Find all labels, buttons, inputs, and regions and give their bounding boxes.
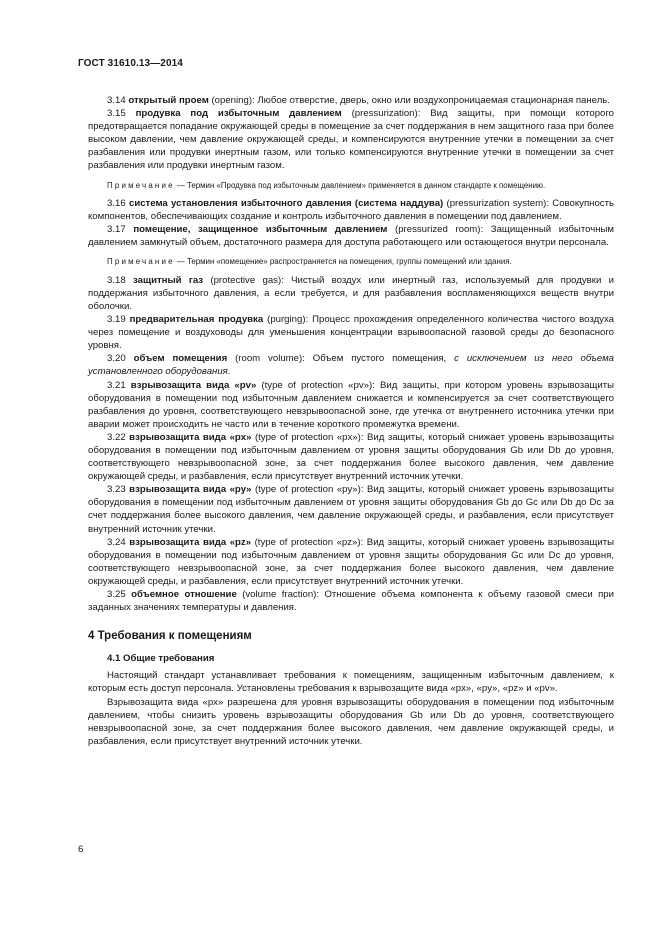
def-text: Вид защиты, при котором уровень взрывозащиты оборудования в помещении под избыточным давлением снижается и компенсируется за счет соответствующего разбавления до уровня, соответствующего невзрывоопасной зоне, где утечка от внутреннего источника утечки при аварии может происходить не часто или в течение короткого промежутка времени. bbox=[88, 379, 615, 430]
def-term: взрывозащита вида «pv» bbox=[130, 379, 257, 391]
definition-3-17 bbox=[88, 223, 614, 249]
standard-header: ГОСТ 31610.13—2014 bbox=[78, 58, 183, 69]
def-english: (type of protection «pz»): bbox=[254, 536, 364, 548]
def-number: 3.23 bbox=[107, 484, 126, 496]
section-4-1-paragraph-1: Настоящий стандарт устанавливает требования к помещениям, защищенным избыточным давлением, к которым есть доступ персонала. Установлены требования к взрывозащите вида «px», «py», «pz» и «pv». bbox=[88, 670, 614, 695]
section-4-1-title: 4.1 Общие требования bbox=[107, 653, 215, 665]
definition-3-16 bbox=[88, 197, 614, 223]
def-english: (pressurization): bbox=[351, 108, 421, 120]
def-term: объем помещения bbox=[133, 353, 228, 365]
def-term: взрывозащита вида «pz» bbox=[129, 536, 252, 548]
def-english: (type of protection «px»): bbox=[254, 431, 364, 443]
def-end: . bbox=[227, 366, 231, 378]
def-text: Процесс прохождения определенного количества чистого воздуха через помещение и воздуховоды для уменьшения концентрации взрывоопасной газовой среды до безопасного уровня. bbox=[88, 314, 614, 352]
def-number: 3.16 bbox=[107, 197, 126, 209]
def-english: (room volume): bbox=[235, 353, 305, 365]
def-number: 3.18 bbox=[107, 274, 126, 286]
definition-3-25 bbox=[88, 588, 614, 614]
definition-3-22 bbox=[88, 431, 614, 483]
def-text: Чистый воздух или инертный газ, используемый для продувки и поддержания избыточного давления, а если требуется, и для разбавления воспламеняющихся веществ внутри оболочки. bbox=[88, 274, 614, 312]
def-number: 3.19 bbox=[107, 314, 126, 326]
definition-3-18 bbox=[88, 274, 614, 313]
document-body bbox=[88, 94, 614, 748]
def-text: Любое отверстие, дверь, окно или воздухопроницаемая стационарная панель. bbox=[257, 95, 610, 106]
def-text: Защищенный избыточным давлением замкнутый объем, достаточного размера для доступа работающего или остающегося внутри персонала. bbox=[88, 224, 615, 249]
definition-3-21 bbox=[88, 379, 614, 431]
def-english: (pressurization system): bbox=[446, 197, 549, 209]
def-text: Вид защиты, который снижает уровень взрывозащиты оборудования в помещении под избыточным давлением от уровня защиты оборудования Gb или Db до уровня, соответствующего невзрывоопасной зоне, за счет поддержания более высокого давления, чем давление окружающей среды, и разбавления, если присутствует внутренний источник утечки. bbox=[88, 431, 615, 483]
def-text: Объем пустого помещения, bbox=[312, 353, 447, 365]
def-number: 3.15 bbox=[107, 108, 126, 120]
definition-3-14 bbox=[88, 94, 614, 107]
section-4-title: 4 Требования к помещениям bbox=[88, 630, 252, 643]
note-text: — Термин «помещение» распространяется на помещения, группы помещений или здания. bbox=[176, 257, 512, 267]
def-english: (protective gas): bbox=[210, 274, 284, 286]
def-term: предварительная продувка bbox=[129, 314, 264, 326]
definition-3-19 bbox=[88, 313, 614, 352]
def-english: (volume fraction): bbox=[242, 589, 320, 600]
def-term: система установления избыточного давления (система наддува) bbox=[128, 197, 444, 209]
definition-3-15 bbox=[88, 107, 614, 172]
def-term: взрывозащита вида «px» bbox=[129, 431, 252, 443]
def-english: (pressurized room): bbox=[395, 224, 484, 236]
definition-3-23 bbox=[88, 483, 614, 535]
def-number: 3.25 bbox=[107, 589, 126, 600]
def-text: Вид защиты, который снижает уровень взрывозащиты оборудования в помещении под избыточным давлением от уровня защиты оборудования Gc или Dc до уровня, соответствующего невзрывоопасной зоне, за счет поддержания более высокого давления, чем давление окружающей среды, и разбавления, если присутствует внутренний источник утечки. bbox=[88, 536, 615, 587]
def-text: Отношение объема компонента к объему газовой смеси при заданных значениях температуры и давления. bbox=[88, 589, 614, 614]
note-label: Примечание bbox=[107, 180, 175, 190]
def-term: открытый проем bbox=[128, 95, 209, 106]
def-term: помещение, защищенное избыточным давлением bbox=[133, 224, 388, 236]
definition-3-24 bbox=[88, 536, 614, 588]
def-number: 3.24 bbox=[107, 536, 126, 548]
def-number: 3.21 bbox=[107, 379, 126, 391]
section-4-1-paragraph-2: Взрывозащита вида «px» разрешена для уровня взрывозащиты оборудования в помещении под избыточным давлением, чтобы снизить уровень взрывозащиты оборудования Gb или Db до уровня, соответствующего невзрывоопасной зоне, за счет поддержания более высокого давления, чем давление окружающей среды, и разбавления, если присутствует внутренний источник утечки. bbox=[88, 696, 614, 747]
def-text: Вид защиты, при помощи которого предотвращается попадание окружающей среды в помещение за счет поддержания в нем защитного газа при более высоком давлении, чем давление окружающей среды, и компенсируются внутренние утечки в помещении за счет разбавления или продувки инертным газом, или только компенсируются внутренние утечки в помещении за счет разбавления или продувки инертным газом. bbox=[88, 108, 615, 172]
def-english: (type of protection «pv»): bbox=[261, 379, 375, 391]
def-italic-text: с исключением из него объема установленного оборудования bbox=[88, 353, 615, 378]
note-label: Примечание bbox=[107, 257, 175, 267]
def-english: (purging): bbox=[267, 314, 309, 326]
def-text: Совокупность компонентов, обеспечивающих создание и контроль избыточного давления в помещении под давлением. bbox=[88, 197, 614, 223]
note-1 bbox=[88, 180, 614, 191]
def-number: 3.14 bbox=[107, 95, 126, 106]
def-term: взрывозащита вида «py» bbox=[129, 484, 252, 496]
definition-3-20 bbox=[88, 352, 614, 378]
def-term: продувка под избыточным давлением bbox=[135, 108, 342, 120]
def-number: 3.22 bbox=[107, 431, 126, 443]
def-term: защитный газ bbox=[133, 274, 204, 286]
note-text: — Термин «Продувка под избыточным давлением» применяется в данном стандарте к помещению. bbox=[176, 180, 546, 190]
def-text: Вид защиты, который снижает уровень взрывозащиты оборудования в помещении под избыточным давлением от уровня защиты оборудования Gb до Gc или Db до Dc за счет поддержания более высокого давления, чем давление окружающей среды, и разбавления, если присутствует внутренний источник утечки. bbox=[88, 484, 615, 535]
note-2 bbox=[88, 256, 614, 267]
def-english: (opening): bbox=[211, 95, 255, 106]
page-number: 6 bbox=[78, 844, 84, 855]
def-term: объемное отношение bbox=[131, 589, 237, 600]
def-number: 3.17 bbox=[107, 224, 126, 236]
def-english: (type of protection «py»): bbox=[254, 484, 364, 496]
def-number: 3.20 bbox=[107, 353, 126, 365]
